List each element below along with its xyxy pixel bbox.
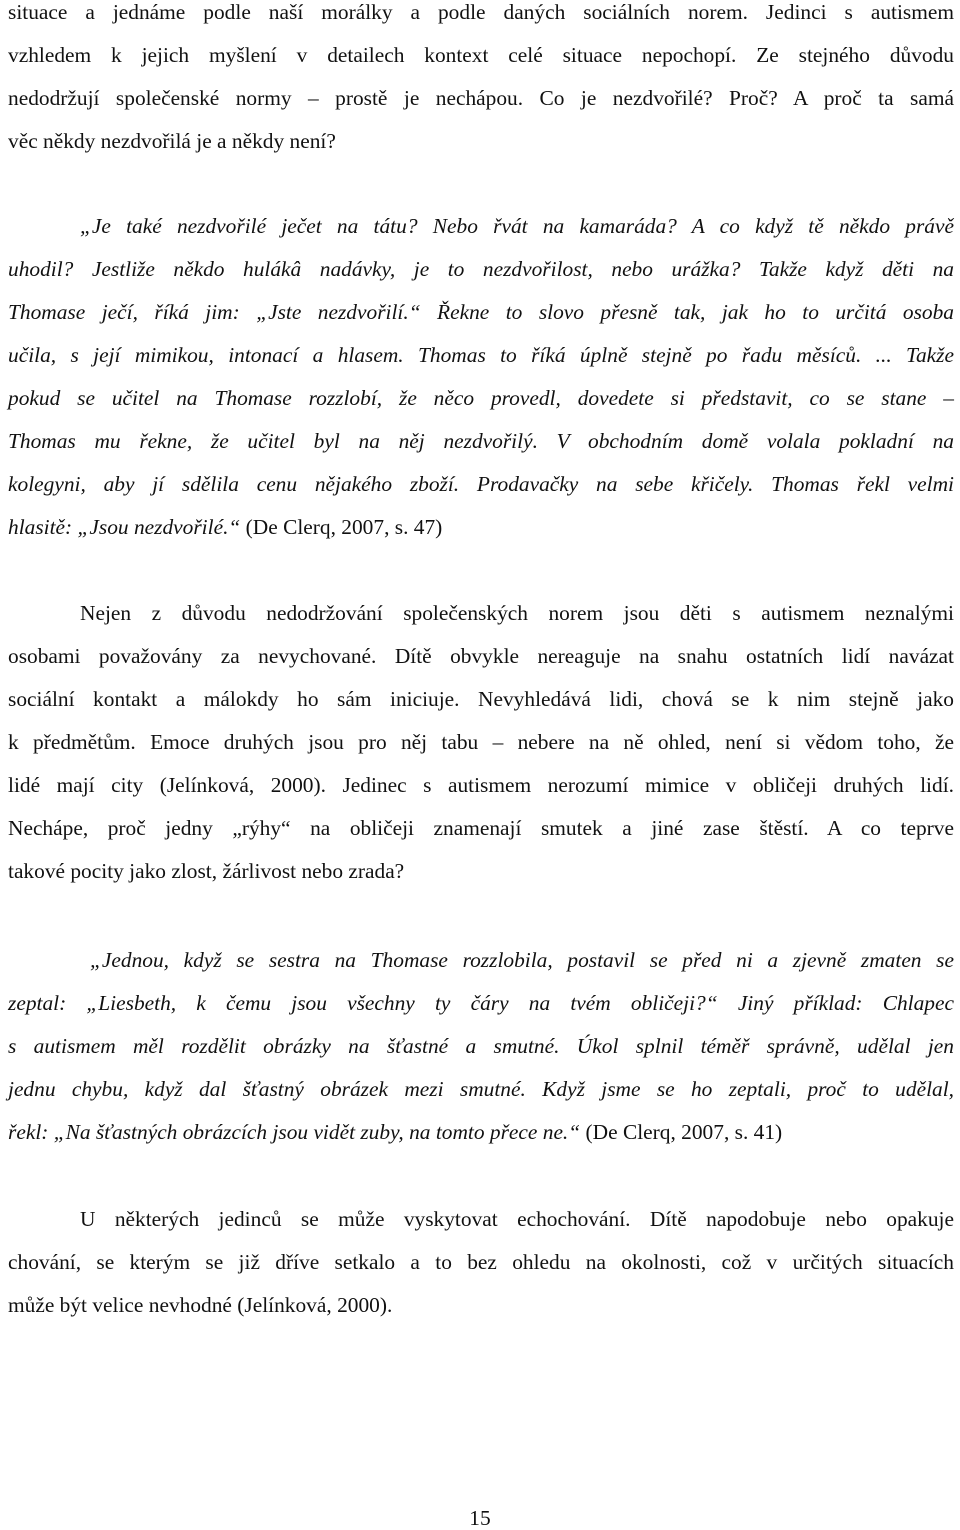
text-line: vzhledem k jejich myšlení v detailech kontext celé situace nepochopí. Ze stejného důvodu [8, 43, 954, 67]
text-line: Nechápe, proč jedny „rýhy“ na obličeji znamenají smutek a jiné zase štěstí. A co teprve [8, 816, 954, 840]
text-line: sociální kontakt a málokdy ho sám iniciuje. Nevyhledává lidi, chová se k nim stejně jako [8, 687, 954, 711]
quote-line: uhodil? Jestliže někdo hulákâ nadávky, je to nezdvořilost, nebo urážka? Takže když děti na [8, 257, 954, 281]
text-line: lidé mají city (Jelínková, 2000). Jedinec s autismem nerozumí mimice v obličeji druhých lidí. [8, 773, 954, 797]
text-line: situace a jednáme podle naší morálky a podle daných sociálních norem. Jedinci s autismem [8, 0, 954, 24]
text-line: může být velice nevhodné (Jelínková, 2000). [8, 1293, 393, 1317]
citation: (De Clerq, 2007, s. 41) [580, 1120, 783, 1144]
quote-line: Thomase ječí, říká jim: „Jste nezdvořilí.“ Řekne to slovo přesně tak, jak ho to určitá osoba [8, 300, 954, 324]
quote-line: zeptal: „Liesbeth, k čemu jsou všechny ty čáry na tvém obličeji?“ Jiný příklad: Chlapec [8, 991, 954, 1015]
quote-line: pokud se učitel na Thomase rozzlobí, že něco provedl, dovedete si představit, co se stane – [8, 386, 954, 410]
quote-line: jednu chybu, když dal šťastný obrázek mezi smutné. Když jsme se ho zeptali, proč to udělal, [8, 1077, 954, 1101]
quote-line: s autismem měl rozdělit obrázky na šťastné a smutné. Úkol splnil téměř správně, udělal jen [8, 1034, 954, 1058]
text-line: osobami považovány za nevychované. Dítě obvykle nereaguje na snahu ostatních lidí navázat [8, 644, 954, 668]
text-line: takové pocity jako zlost, žárlivost nebo zrada? [8, 859, 405, 883]
quote-text: řekl: „Na šťastných obrázcích jsou vidět zuby, na tomto přece ne.“ [8, 1120, 581, 1144]
text-line: k předmětům. Emoce druhých jsou pro něj tabu – nebere na ně ohled, není si vědom toho, že [8, 730, 954, 754]
citation: (De Clerq, 2007, s. 47) [240, 515, 443, 539]
quote-last-line [8, 517, 954, 538]
text-line: nedodržují společenské normy – prostě je nechápou. Co je nezdvořilé? Proč? A proč ta samá [8, 86, 954, 110]
quote-line: učila, s její mimikou, intonací a hlasem. Thomas to říká úplně stejně po řadu měsíců. ... Takže [8, 343, 954, 367]
text-line: chování, se kterým se již dříve setkalo a to bez ohledu na okolnosti, což v určitých situacích [8, 1250, 954, 1274]
text-line: věc někdy nezdvořilá je a někdy není? [8, 129, 336, 153]
quote-line: „Jednou, když se sestra na Thomase rozzlobila, postavil se před ni a zjevně zmaten se [90, 948, 954, 972]
text-line: U některých jedinců se může vyskytovat echochování. Dítě napodobuje nebo opakuje [80, 1207, 954, 1231]
page-number: 15 [469, 1506, 491, 1530]
quote-line: kolegyni, aby jí sdělila cenu nějakého zboží. Prodavačky na sebe křičely. Thomas řekl velmi [8, 472, 954, 496]
quote-line: „Je také nezdvořilé ječet na tátu? Nebo řvát na kamaráda? A co když tě někdo právě [80, 214, 954, 238]
quote-last-line [8, 1122, 954, 1143]
text-line: Nejen z důvodu nedodržování společenských norem jsou děti s autismem neznalými [80, 601, 954, 625]
quote-line: Thomas mu řekne, že učitel byl na něj nezdvořilý. V obchodním domě volala pokladní na [8, 429, 954, 453]
quote-text: hlasitě: „Jsou nezdvořilé.“ [8, 515, 241, 539]
